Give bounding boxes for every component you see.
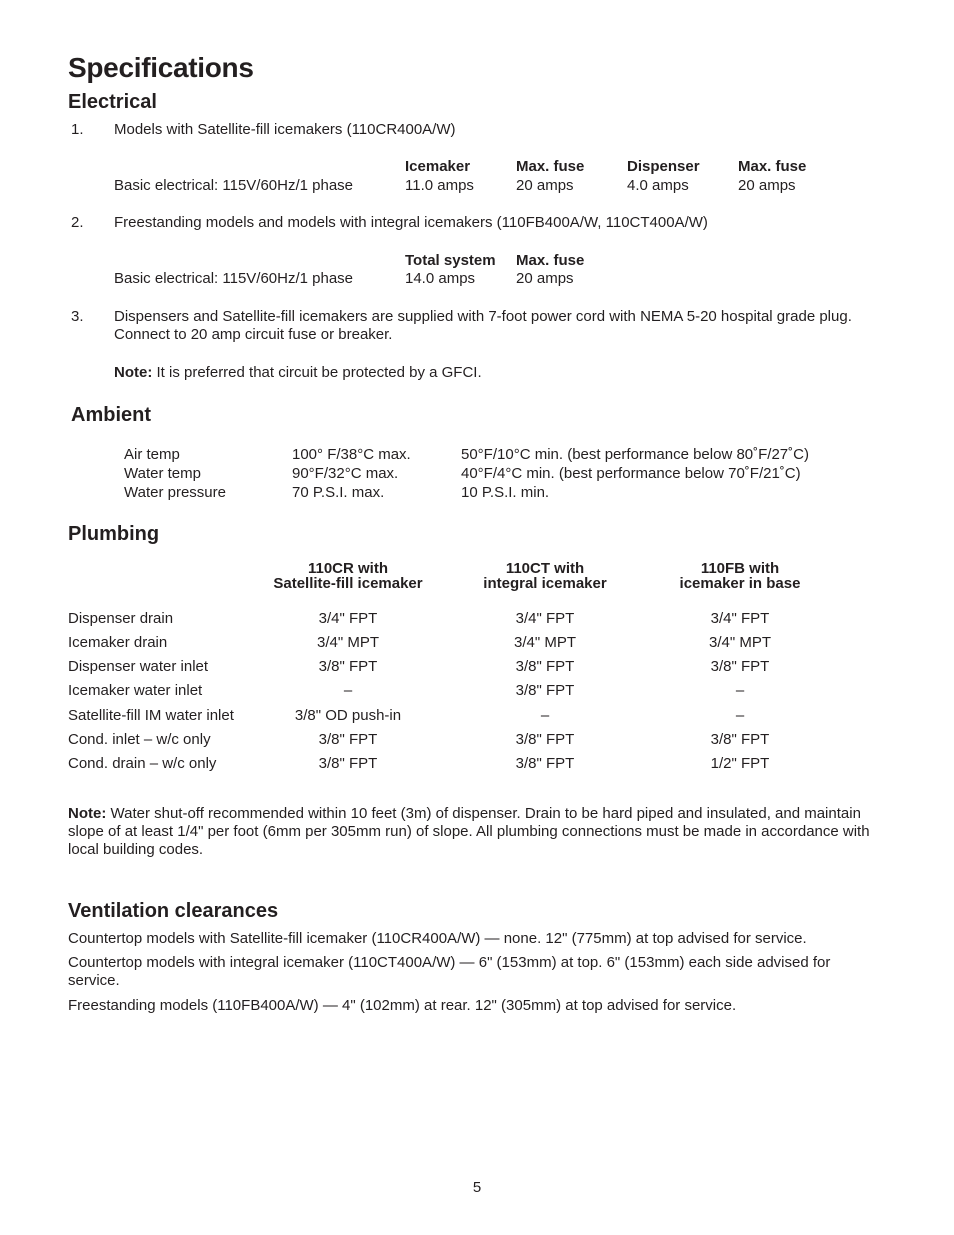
item3-number: 3.: [71, 308, 84, 325]
item2-number: 2.: [71, 214, 84, 231]
plumbing-cell: 3/4" MPT: [316, 634, 380, 651]
ventilation-p2-line1: Countertop models with integral icemaker (110CT400A/W) — 6" (153mm) at top. 6" (153mm) each side advised for: [68, 954, 831, 971]
ambient-max-air: 100° F/38°C max.: [292, 446, 411, 463]
item1-label: Basic electrical: 115V/60Hz/1 phase: [114, 177, 354, 194]
plumbing-cell: 3/4" FPT: [515, 610, 575, 627]
plumbing-col-110fb-line1: 110FB with: [700, 560, 780, 577]
plumbing-cell: 3/4" FPT: [318, 610, 378, 627]
page-title: Specifications: [68, 52, 254, 83]
ambient-label-water: Water temp: [124, 465, 201, 482]
item2-label: Basic electrical: 115V/60Hz/1 phase: [114, 270, 354, 287]
ambient-min-water: 40°F/4°C min. (best performance below 70˚F/21˚C): [461, 465, 801, 482]
electrical-heading: Electrical: [68, 91, 157, 113]
plumbing-row-label: Dispenser drain: [68, 610, 174, 627]
plumbing-row-label: Icemaker water inlet: [68, 682, 203, 699]
item1-value-maxfuse: 20 amps: [516, 177, 574, 194]
item1-value-dispenser: 4.0 amps: [627, 177, 689, 194]
plumbing-col-110fb-line2: icemaker in base: [679, 575, 801, 592]
plumbing-col-110cr-line1: 110CR with: [307, 560, 389, 577]
item1-number: 1.: [71, 121, 84, 138]
item1-header-icemaker: Icemaker: [405, 158, 471, 175]
plumbing-cell: 3/4" MPT: [513, 634, 577, 651]
plumbing-row-label: Icemaker drain: [68, 634, 168, 651]
plumbing-note-text: Water shut-off recommended within 10 feet (3m) of dispenser. Drain to be hard piped and insulated, and maintain: [106, 805, 861, 822]
item3-note: [114, 364, 482, 382]
plumbing-cell: 3/8" FPT: [515, 658, 575, 675]
note-label: Note:: [114, 364, 153, 381]
ventilation-p2-line2: service.: [68, 972, 120, 989]
item1-value-maxfuse-2: 20 amps: [738, 177, 796, 194]
item1-header-dispenser: Dispenser: [627, 158, 700, 175]
item2-value-maxfuse: 20 amps: [516, 270, 574, 287]
ambient-min-pressure: 10 P.S.I. min.: [461, 484, 550, 501]
ambient-min-air: 50°F/10°C min. (best performance below 80˚F/27˚C): [461, 446, 809, 463]
plumbing-col-110ct-line1: 110CT with: [505, 560, 585, 577]
plumbing-col-110cr-line2: Satellite-fill icemaker: [273, 575, 423, 592]
plumbing-note-line3: local building codes.: [68, 841, 204, 858]
plumbing-cell: 3/8" FPT: [710, 658, 770, 675]
plumbing-row-label: Cond. inlet – w/c only: [68, 731, 211, 748]
ventilation-p1: Countertop models with Satellite-fill icemaker (110CR400A/W) — none. 12" (775mm) at top advised for service.: [68, 930, 807, 947]
ambient-label-air: Air temp: [124, 446, 180, 463]
plumbing-cell: 3/4" MPT: [708, 634, 772, 651]
plumbing-cell: –: [343, 682, 353, 699]
plumbing-cell: –: [735, 682, 745, 699]
plumbing-cell: 3/8" FPT: [515, 731, 575, 748]
plumbing-row-label: Cond. drain – w/c only: [68, 755, 217, 772]
item1-value-icemaker: 11.0 amps: [405, 177, 474, 194]
ambient-heading: Ambient: [71, 404, 151, 426]
plumbing-cell: 3/8" FPT: [318, 731, 378, 748]
item3-line2: Connect to 20 amp circuit fuse or breaker.: [114, 326, 393, 343]
plumbing-cell: 3/8" FPT: [710, 731, 770, 748]
plumbing-note-line2: slope of at least 1/4" per foot (6mm per 305mm run) of slope. All plumbing connections must be made in accordance with: [68, 823, 870, 840]
plumbing-cell: 3/8" FPT: [515, 682, 575, 699]
plumbing-heading: Plumbing: [68, 523, 160, 545]
item2-text: Freestanding models and models with integral icemakers (110FB400A/W, 110CT400A/W): [114, 214, 708, 231]
ambient-max-water: 90°F/32°C max.: [292, 465, 399, 482]
ambient-label-pressure: Water pressure: [124, 484, 226, 501]
item2-header-maxfuse: Max. fuse: [516, 252, 585, 269]
item1-header-maxfuse: Max. fuse: [516, 158, 585, 175]
plumbing-cell: 3/8" FPT: [318, 658, 378, 675]
plumbing-cell: 3/8" FPT: [318, 755, 378, 772]
note-text: It is preferred that circuit be protected by a GFCI.: [152, 364, 482, 381]
ventilation-heading: Ventilation clearances: [68, 900, 279, 922]
item2-header-total: Total system: [405, 252, 496, 269]
ventilation-p3: Freestanding models (110FB400A/W) — 4" (102mm) at rear. 12" (305mm) at top advised for service.: [68, 997, 737, 1014]
plumbing-cell: 3/8" FPT: [515, 755, 575, 772]
plumbing-cell: –: [540, 707, 550, 724]
plumbing-cell: 1/2" FPT: [710, 755, 770, 772]
plumbing-note-line1: [68, 805, 861, 823]
plumbing-note-label: Note:: [68, 805, 107, 822]
item3-line1: Dispensers and Satellite-fill icemakers are supplied with 7-foot power cord with NEMA 5-20 hospital grade plug.: [114, 308, 852, 325]
plumbing-row-label: Satellite-fill IM water inlet: [68, 707, 234, 724]
item1-header-maxfuse-2: Max. fuse: [738, 158, 807, 175]
plumbing-row-label: Dispenser water inlet: [68, 658, 209, 675]
plumbing-cell: –: [735, 707, 745, 724]
plumbing-col-110ct-line2: integral icemaker: [483, 575, 607, 592]
page-number: 5: [472, 1179, 482, 1196]
item2-value-total: 14.0 amps: [405, 270, 476, 287]
plumbing-cell: 3/4" FPT: [710, 610, 770, 627]
plumbing-cell: 3/8" OD push-in: [294, 707, 402, 724]
ambient-max-pressure: 70 P.S.I. max.: [292, 484, 385, 501]
item1-text: Models with Satellite-fill icemakers (110CR400A/W): [114, 121, 456, 138]
